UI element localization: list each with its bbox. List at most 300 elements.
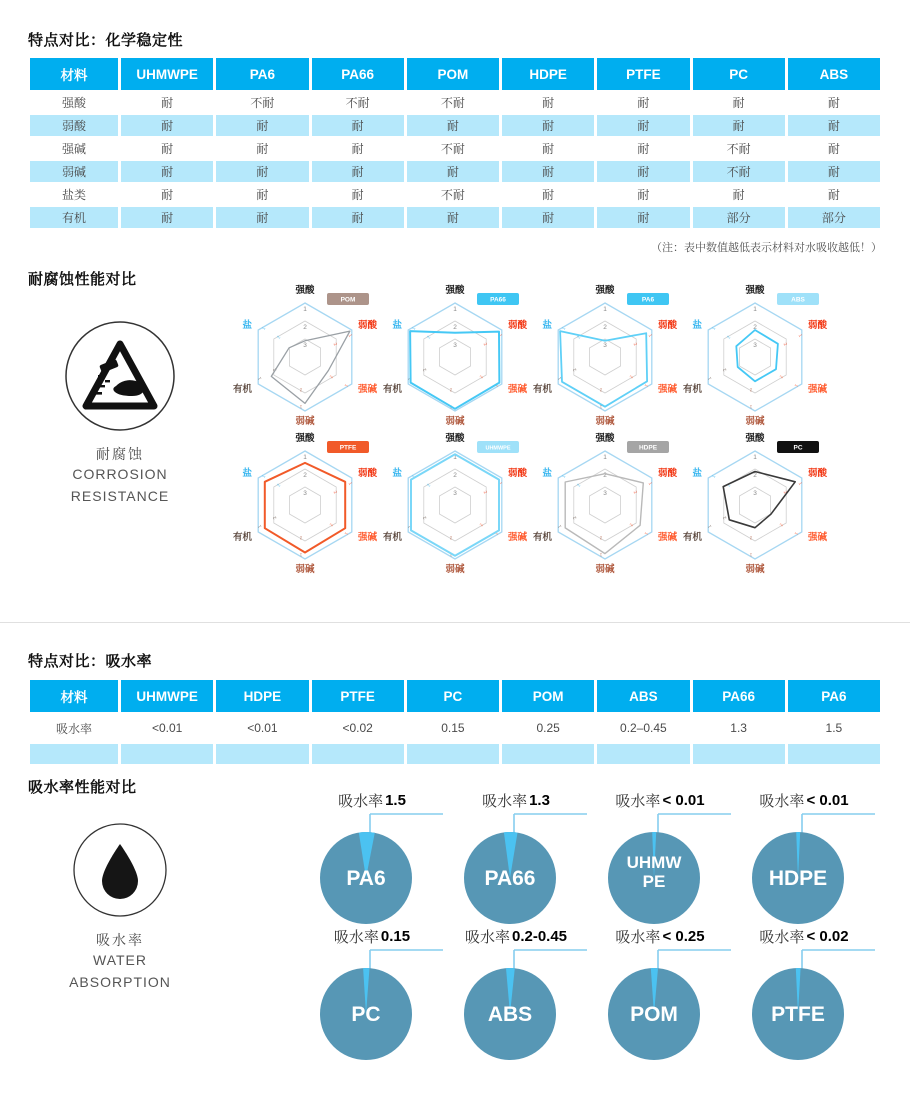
svg-text:1: 1 <box>406 524 413 529</box>
pie-caption-value: < 0.02 <box>806 927 849 945</box>
table-cell: 耐 <box>788 184 880 205</box>
table-cell: 强碱 <box>30 138 118 159</box>
svg-text:2: 2 <box>332 341 339 347</box>
svg-text:弱酸: 弱酸 <box>808 468 828 479</box>
table-header-row <box>30 680 880 712</box>
svg-text:强酸: 强酸 <box>745 433 765 444</box>
svg-text:强酸: 强酸 <box>445 433 465 444</box>
svg-text:弱碱: 弱碱 <box>745 564 765 575</box>
svg-text:1: 1 <box>449 552 453 558</box>
svg-text:1: 1 <box>643 383 650 388</box>
svg-text:盐: 盐 <box>692 468 702 479</box>
table-cell: 部分 <box>693 207 785 228</box>
svg-text:2: 2 <box>725 334 732 340</box>
svg-text:1: 1 <box>453 306 457 313</box>
svg-text:盐: 盐 <box>542 468 552 479</box>
column-header: PC <box>693 58 785 90</box>
radar-chart-abs <box>680 280 830 428</box>
table-cell: 不耐 <box>693 161 785 182</box>
table-row <box>30 115 880 136</box>
svg-text:1: 1 <box>749 404 753 410</box>
svg-text:3: 3 <box>303 490 307 497</box>
pie-caption-value: < 0.01 <box>662 791 705 809</box>
corrosion-icon-block <box>35 320 205 507</box>
svg-text:2: 2 <box>482 341 489 347</box>
svg-text:2: 2 <box>628 374 635 380</box>
water-caption-cn: 吸水率 <box>96 932 144 948</box>
svg-text:强碱: 强碱 <box>658 384 678 395</box>
table-cell <box>216 744 308 764</box>
svg-text:3: 3 <box>453 490 457 497</box>
svg-text:2: 2 <box>725 482 732 488</box>
svg-text:盐: 盐 <box>692 320 702 331</box>
radar-chart-pa6 <box>530 280 680 428</box>
svg-text:弱酸: 弱酸 <box>358 320 378 331</box>
pie-caption <box>759 926 848 946</box>
table-cell: 耐 <box>312 115 404 136</box>
pie-caption-prefix: 吸水率 <box>464 928 510 946</box>
table-cell <box>30 744 118 764</box>
svg-text:PC: PC <box>351 1003 381 1026</box>
pie-caption-prefix: 吸水率 <box>338 792 384 810</box>
svg-text:1: 1 <box>797 481 804 486</box>
svg-text:1: 1 <box>303 454 307 461</box>
chemical-stability-title: 特点对比：化学稳定性 <box>28 32 184 49</box>
table-row <box>30 138 880 159</box>
svg-text:弱酸: 弱酸 <box>658 468 678 479</box>
pie-chart-pom <box>588 926 732 1062</box>
table-cell: 有机 <box>30 207 118 228</box>
table-cell: 耐 <box>788 92 880 113</box>
svg-text:1: 1 <box>497 481 504 486</box>
table-cell: 耐 <box>788 115 880 136</box>
svg-text:UHMWPE: UHMWPE <box>485 445 511 452</box>
table-cell: 耐 <box>312 138 404 159</box>
svg-text:1: 1 <box>299 552 303 558</box>
svg-text:1: 1 <box>793 531 800 536</box>
section-divider <box>0 622 910 623</box>
svg-text:2: 2 <box>303 324 307 331</box>
table-cell: 1.5 <box>788 714 880 742</box>
svg-text:PA6: PA6 <box>346 867 386 890</box>
svg-text:2: 2 <box>632 341 639 347</box>
pie-caption-prefix: 吸水率 <box>615 792 661 810</box>
svg-text:2: 2 <box>782 341 789 347</box>
table-cell: 不耐 <box>216 92 308 113</box>
table-cell: 耐 <box>788 138 880 159</box>
svg-text:强酸: 强酸 <box>595 433 615 444</box>
svg-text:ABS: ABS <box>487 1003 533 1026</box>
svg-text:弱酸: 弱酸 <box>508 320 528 331</box>
table-cell: 耐 <box>597 92 689 113</box>
svg-text:1: 1 <box>343 383 350 388</box>
svg-text:HDPE: HDPE <box>768 867 828 890</box>
svg-text:2: 2 <box>421 367 428 373</box>
svg-text:1: 1 <box>797 333 804 338</box>
table-cell: 耐 <box>216 207 308 228</box>
table-cell: 耐 <box>312 184 404 205</box>
table-cell: 耐 <box>216 115 308 136</box>
svg-text:2: 2 <box>453 472 457 479</box>
table-cell: 吸水率 <box>30 714 118 742</box>
radar-chart-hdpe <box>530 428 680 576</box>
svg-text:PA6: PA6 <box>641 296 655 304</box>
absorption-table-title: 特点对比：吸水率 <box>28 653 153 670</box>
svg-text:2: 2 <box>782 489 789 495</box>
chemical-stability-table <box>27 56 883 230</box>
table-cell: 耐 <box>502 92 594 113</box>
table-cell: 耐 <box>216 161 308 182</box>
table-cell: 耐 <box>693 184 785 205</box>
svg-text:弱酸: 弱酸 <box>658 320 678 331</box>
svg-text:弱碱: 弱碱 <box>295 416 315 427</box>
table-cell: 耐 <box>693 92 785 113</box>
svg-text:2: 2 <box>482 489 489 495</box>
svg-text:1: 1 <box>347 481 354 486</box>
table-cell: 耐 <box>502 161 594 182</box>
svg-text:2: 2 <box>571 515 578 521</box>
svg-text:1: 1 <box>647 333 654 338</box>
table-cell: 耐 <box>597 138 689 159</box>
column-header: PA6 <box>216 58 308 90</box>
pie-caption-value: 0.2-0.45 <box>511 927 568 945</box>
radar-chart-pom <box>230 280 380 428</box>
svg-text:有机: 有机 <box>232 532 252 543</box>
svg-text:有机: 有机 <box>682 532 702 543</box>
svg-text:强酸: 强酸 <box>295 433 315 444</box>
table-cell: 耐 <box>121 161 213 182</box>
table-row <box>30 714 880 742</box>
svg-text:PE: PE <box>642 872 666 891</box>
column-header: PA66 <box>693 680 785 712</box>
table-cell: 强酸 <box>30 92 118 113</box>
pie-chart-pa6 <box>300 790 444 926</box>
pie-caption-value: 1.5 <box>385 791 406 809</box>
svg-text:3: 3 <box>603 342 607 349</box>
svg-text:2: 2 <box>753 472 757 479</box>
svg-text:1: 1 <box>599 552 603 558</box>
svg-text:2: 2 <box>628 522 635 528</box>
table-cell: 耐 <box>312 161 404 182</box>
svg-text:3: 3 <box>303 342 307 349</box>
svg-text:2: 2 <box>603 324 607 331</box>
pie-caption-value: 0.15 <box>380 927 411 945</box>
svg-text:2: 2 <box>271 367 278 373</box>
svg-text:1: 1 <box>406 376 413 381</box>
svg-text:有机: 有机 <box>532 532 552 543</box>
table-cell: 耐 <box>121 138 213 159</box>
column-header: UHMWPE <box>121 58 213 90</box>
svg-text:2: 2 <box>721 515 728 521</box>
table-cell: 耐 <box>216 184 308 205</box>
table-cell: 耐 <box>693 115 785 136</box>
svg-text:1: 1 <box>556 376 563 381</box>
column-header: UHMWPE <box>121 680 213 712</box>
svg-text:1: 1 <box>303 306 307 313</box>
svg-text:1: 1 <box>260 326 267 331</box>
svg-text:2: 2 <box>749 387 753 393</box>
svg-text:1: 1 <box>603 454 607 461</box>
svg-text:1: 1 <box>493 531 500 536</box>
water-drop-icon <box>72 822 168 918</box>
table-note: （注：表中数值越低表示材料对水吸收越低！） <box>651 242 882 254</box>
column-header: ABS <box>597 680 689 712</box>
svg-text:有机: 有机 <box>682 384 702 395</box>
pie-caption-prefix: 吸水率 <box>333 928 379 946</box>
svg-text:弱酸: 弱酸 <box>808 320 828 331</box>
svg-text:有机: 有机 <box>532 384 552 395</box>
table-cell: 不耐 <box>407 92 499 113</box>
svg-text:HDPE: HDPE <box>638 444 658 452</box>
water-icon-block <box>35 822 205 993</box>
table-cell: 耐 <box>407 115 499 136</box>
svg-text:1: 1 <box>706 376 713 381</box>
svg-text:2: 2 <box>425 482 432 488</box>
radar-chart-ptfe <box>230 428 380 576</box>
radar-chart-uhmwpe <box>380 428 530 576</box>
svg-text:2: 2 <box>453 324 457 331</box>
pie-chart-pc <box>300 926 444 1062</box>
svg-text:强碱: 强碱 <box>808 384 828 395</box>
svg-text:弱碱: 弱碱 <box>445 416 465 427</box>
svg-text:1: 1 <box>343 531 350 536</box>
table-cell: 不耐 <box>407 184 499 205</box>
svg-text:盐: 盐 <box>392 320 402 331</box>
column-header: PC <box>407 680 499 712</box>
corrosion-caption-en1: CORROSION <box>72 466 168 482</box>
table-cell: 耐 <box>407 161 499 182</box>
table-cell <box>788 744 880 764</box>
table-cell: 耐 <box>502 207 594 228</box>
svg-text:2: 2 <box>303 472 307 479</box>
svg-text:1: 1 <box>753 454 757 461</box>
table-cell: 盐类 <box>30 184 118 205</box>
pie-caption-prefix: 吸水率 <box>759 792 805 810</box>
water-caption-en1: WATER <box>93 952 147 968</box>
svg-text:弱碱: 弱碱 <box>595 564 615 575</box>
svg-text:2: 2 <box>632 489 639 495</box>
table-cell: <0.02 <box>312 714 404 742</box>
svg-text:弱碱: 弱碱 <box>745 416 765 427</box>
svg-text:2: 2 <box>599 535 603 541</box>
table-cell <box>312 744 404 764</box>
svg-text:强酸: 强酸 <box>445 285 465 296</box>
table-cell: 弱碱 <box>30 161 118 182</box>
pie-caption <box>615 926 704 946</box>
pie-chart-uhmwpe <box>588 790 732 926</box>
svg-text:1: 1 <box>560 326 567 331</box>
svg-text:2: 2 <box>421 515 428 521</box>
svg-text:2: 2 <box>328 522 335 528</box>
table-cell: 耐 <box>121 115 213 136</box>
svg-text:1: 1 <box>410 326 417 331</box>
svg-text:UHMW: UHMW <box>626 853 682 872</box>
corrosion-caption-en2: RESISTANCE <box>70 487 170 504</box>
svg-text:1: 1 <box>643 531 650 536</box>
svg-text:2: 2 <box>478 522 485 528</box>
table-cell: 耐 <box>597 161 689 182</box>
table-row <box>30 207 880 228</box>
svg-text:强碱: 强碱 <box>508 384 528 395</box>
svg-text:2: 2 <box>575 334 582 340</box>
table-cell: <0.01 <box>216 714 308 742</box>
svg-text:2: 2 <box>299 387 303 393</box>
svg-text:2: 2 <box>478 374 485 380</box>
svg-text:2: 2 <box>749 535 753 541</box>
svg-text:盐: 盐 <box>542 320 552 331</box>
svg-text:POM: POM <box>630 1003 678 1026</box>
svg-text:2: 2 <box>778 374 785 380</box>
svg-text:PA66: PA66 <box>490 296 506 304</box>
svg-text:3: 3 <box>453 342 457 349</box>
pie-caption-value: 1.3 <box>529 791 550 809</box>
pie-caption <box>334 926 410 946</box>
radar-chart-grid <box>230 280 830 576</box>
svg-text:ABS: ABS <box>791 296 805 304</box>
svg-text:2: 2 <box>753 324 757 331</box>
table-cell <box>121 744 213 764</box>
table-cell: 耐 <box>788 161 880 182</box>
svg-text:2: 2 <box>328 374 335 380</box>
table-cell: 1.3 <box>693 714 785 742</box>
pie-caption-value: < 0.01 <box>806 791 849 809</box>
column-header: PA66 <box>312 58 404 90</box>
svg-text:PA66: PA66 <box>484 867 536 890</box>
table-cell: 耐 <box>502 184 594 205</box>
svg-text:PC: PC <box>793 444 803 452</box>
svg-text:2: 2 <box>299 535 303 541</box>
svg-text:盐: 盐 <box>242 320 252 331</box>
pie-caption <box>759 790 848 810</box>
pie-caption <box>465 926 567 946</box>
svg-text:1: 1 <box>710 474 717 479</box>
svg-text:POM: POM <box>340 296 356 304</box>
table-cell: 耐 <box>597 184 689 205</box>
svg-text:1: 1 <box>410 474 417 479</box>
table-cell: 耐 <box>216 138 308 159</box>
table-cell: <0.01 <box>121 714 213 742</box>
svg-text:盐: 盐 <box>392 468 402 479</box>
svg-text:2: 2 <box>275 482 282 488</box>
column-header: PTFE <box>312 680 404 712</box>
column-header: HDPE <box>216 680 308 712</box>
radar-chart-pa66 <box>380 280 530 428</box>
absorption-section-title: 吸水率性能对比 <box>28 779 137 796</box>
table-cell <box>502 744 594 764</box>
table-empty-row <box>30 744 880 764</box>
table-row <box>30 161 880 182</box>
svg-text:2: 2 <box>449 387 453 393</box>
svg-text:弱碱: 弱碱 <box>295 564 315 575</box>
corrosion-caption-cn: 耐腐蚀 <box>96 446 144 462</box>
table-header-row <box>30 58 880 90</box>
column-header: PTFE <box>597 58 689 90</box>
svg-text:2: 2 <box>332 489 339 495</box>
table-cell: 耐 <box>597 115 689 136</box>
table-cell: 不耐 <box>312 92 404 113</box>
column-header: POM <box>502 680 594 712</box>
table-cell: 耐 <box>407 207 499 228</box>
svg-text:1: 1 <box>749 552 753 558</box>
table-cell: 不耐 <box>407 138 499 159</box>
svg-text:2: 2 <box>575 482 582 488</box>
svg-text:1: 1 <box>793 383 800 388</box>
svg-text:强酸: 强酸 <box>595 285 615 296</box>
column-header: 材料 <box>30 680 118 712</box>
svg-text:1: 1 <box>347 333 354 338</box>
svg-text:弱碱: 弱碱 <box>595 416 615 427</box>
svg-text:1: 1 <box>556 524 563 529</box>
table-cell: 弱酸 <box>30 115 118 136</box>
svg-text:2: 2 <box>275 334 282 340</box>
svg-text:2: 2 <box>599 387 603 393</box>
table-cell <box>597 744 689 764</box>
pie-chart-abs <box>444 926 588 1062</box>
table-cell: 0.15 <box>407 714 499 742</box>
svg-text:强碱: 强碱 <box>358 532 378 543</box>
svg-text:3: 3 <box>603 490 607 497</box>
svg-text:弱酸: 弱酸 <box>358 468 378 479</box>
svg-text:2: 2 <box>449 535 453 541</box>
svg-text:3: 3 <box>753 342 757 349</box>
svg-text:2: 2 <box>721 367 728 373</box>
table-cell: 耐 <box>502 115 594 136</box>
table-cell: 部分 <box>788 207 880 228</box>
table-cell: 耐 <box>312 207 404 228</box>
table-cell <box>407 744 499 764</box>
svg-text:1: 1 <box>256 524 263 529</box>
radar-chart-pc <box>680 428 830 576</box>
table-cell: 耐 <box>597 207 689 228</box>
pie-chart-pa66 <box>444 790 588 926</box>
water-absorption-table <box>27 678 883 766</box>
svg-text:2: 2 <box>271 515 278 521</box>
pie-chart-grid <box>300 790 876 1062</box>
svg-text:1: 1 <box>710 326 717 331</box>
svg-text:1: 1 <box>753 306 757 313</box>
svg-text:PTFE: PTFE <box>339 444 357 452</box>
svg-text:强碱: 强碱 <box>658 532 678 543</box>
svg-text:2: 2 <box>603 472 607 479</box>
pie-caption-prefix: 吸水率 <box>615 928 661 946</box>
svg-text:2: 2 <box>425 334 432 340</box>
column-header: PA6 <box>788 680 880 712</box>
table-row <box>30 92 880 113</box>
table-cell: 不耐 <box>693 138 785 159</box>
pie-caption <box>482 790 550 810</box>
table-cell <box>693 744 785 764</box>
table-cell: 0.25 <box>502 714 594 742</box>
table-cell: 耐 <box>121 92 213 113</box>
svg-text:强碱: 强碱 <box>508 532 528 543</box>
svg-text:强酸: 强酸 <box>295 285 315 296</box>
svg-text:1: 1 <box>449 404 453 410</box>
pie-caption-value: < 0.25 <box>662 927 705 945</box>
svg-text:1: 1 <box>453 454 457 461</box>
column-header: 材料 <box>30 58 118 90</box>
svg-text:弱酸: 弱酸 <box>508 468 528 479</box>
table-cell: 0.2–0.45 <box>597 714 689 742</box>
water-caption-en2: ABSORPTION <box>69 973 171 990</box>
column-header: ABS <box>788 58 880 90</box>
svg-text:PTFE: PTFE <box>771 1003 825 1026</box>
svg-text:强碱: 强碱 <box>808 532 828 543</box>
svg-text:有机: 有机 <box>382 384 402 395</box>
svg-text:1: 1 <box>260 474 267 479</box>
pie-caption <box>615 790 704 810</box>
svg-text:盐: 盐 <box>242 468 252 479</box>
table-cell: 耐 <box>121 184 213 205</box>
